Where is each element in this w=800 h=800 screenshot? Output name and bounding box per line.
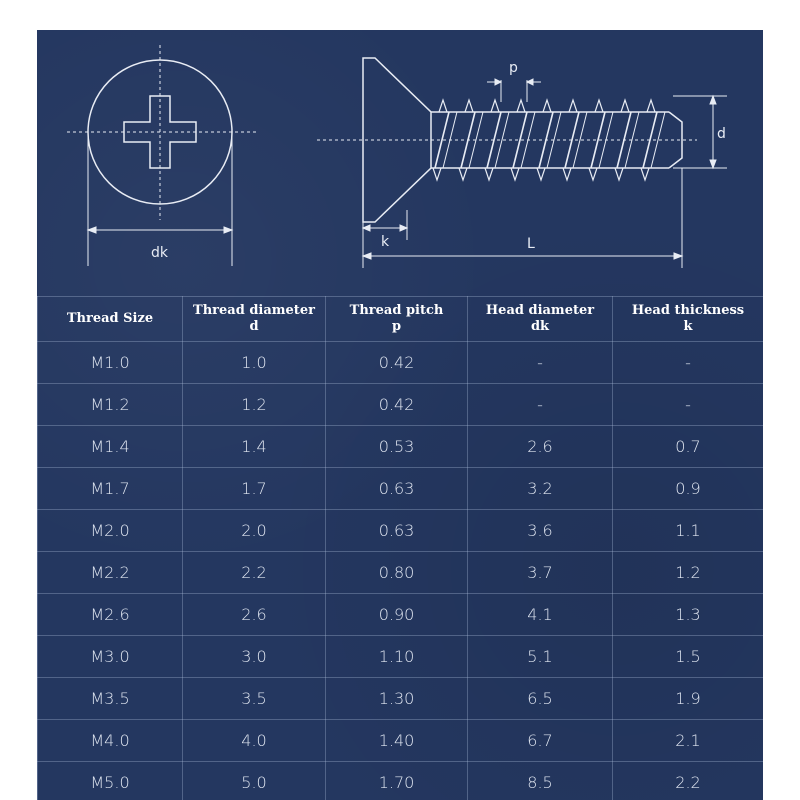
cell-head-thickness: 1.3 <box>613 594 764 636</box>
cell-thread-size: M2.2 <box>38 552 183 594</box>
cell-thread-diameter: 1.4 <box>183 426 326 468</box>
cell-thread-size: M1.0 <box>38 342 183 384</box>
header-head-thickness: Head thickness k <box>613 297 764 342</box>
cell-thread-pitch: 0.63 <box>326 510 468 552</box>
cell-head-diameter: 5.1 <box>468 636 613 678</box>
cell-thread-diameter: 2.2 <box>183 552 326 594</box>
screw-side-view <box>317 58 727 268</box>
cell-head-diameter: 3.6 <box>468 510 613 552</box>
cell-head-thickness: 2.1 <box>613 720 764 762</box>
cell-head-thickness: 1.5 <box>613 636 764 678</box>
table-row <box>38 636 764 678</box>
cell-thread-diameter: 2.0 <box>183 510 326 552</box>
table-row <box>38 384 764 426</box>
cell-head-thickness: 0.9 <box>613 468 764 510</box>
screw-dimension-diagram <box>37 30 763 296</box>
cell-thread-diameter: 5.0 <box>183 762 326 800</box>
table-row <box>38 678 764 720</box>
cell-thread-pitch: 0.80 <box>326 552 468 594</box>
cell-thread-size: M1.4 <box>38 426 183 468</box>
cell-head-diameter: 8.5 <box>468 762 613 800</box>
table-row <box>38 510 764 552</box>
cell-head-thickness: 1.1 <box>613 510 764 552</box>
cell-thread-size: M5.0 <box>38 762 183 800</box>
header-thread-pitch: Thread pitch p <box>326 297 468 342</box>
table-header-row <box>38 297 764 342</box>
cell-thread-size: M4.0 <box>38 720 183 762</box>
k-and-l-dimension-lines <box>363 168 682 268</box>
k-label: k <box>381 234 390 250</box>
cell-head-diameter: - <box>468 384 613 426</box>
spec-sheet <box>37 30 763 800</box>
table-row <box>38 468 764 510</box>
table-row <box>38 720 764 762</box>
cell-thread-pitch: 0.63 <box>326 468 468 510</box>
table-row <box>38 552 764 594</box>
head-centerlines <box>67 45 257 220</box>
cell-thread-diameter: 3.5 <box>183 678 326 720</box>
cell-thread-pitch: 1.40 <box>326 720 468 762</box>
cell-head-thickness: - <box>613 342 764 384</box>
cell-head-diameter: 2.6 <box>468 426 613 468</box>
cell-thread-diameter: 1.0 <box>183 342 326 384</box>
cell-head-thickness: 2.2 <box>613 762 764 800</box>
cell-thread-size: M3.0 <box>38 636 183 678</box>
cell-thread-pitch: 1.30 <box>326 678 468 720</box>
cell-thread-pitch: 1.70 <box>326 762 468 800</box>
p-label: p <box>509 60 518 76</box>
cell-thread-diameter: 1.7 <box>183 468 326 510</box>
cell-head-diameter: 3.2 <box>468 468 613 510</box>
thread-spec-table <box>37 296 763 800</box>
cell-thread-size: M2.6 <box>38 594 183 636</box>
cell-thread-pitch: 0.53 <box>326 426 468 468</box>
cell-thread-pitch: 1.10 <box>326 636 468 678</box>
d-label: d <box>717 126 726 142</box>
cell-thread-size: M1.2 <box>38 384 183 426</box>
cell-thread-pitch: 0.42 <box>326 384 468 426</box>
cell-thread-size: M1.7 <box>38 468 183 510</box>
cell-thread-diameter: 3.0 <box>183 636 326 678</box>
cell-thread-diameter: 4.0 <box>183 720 326 762</box>
head-top-view <box>67 45 257 266</box>
cell-head-diameter: 3.7 <box>468 552 613 594</box>
cell-head-thickness: - <box>613 384 764 426</box>
cell-thread-pitch: 0.42 <box>326 342 468 384</box>
header-thread-diameter: Thread diameter d <box>183 297 326 342</box>
table-row <box>38 594 764 636</box>
cell-head-diameter: 6.7 <box>468 720 613 762</box>
cell-head-diameter: 6.5 <box>468 678 613 720</box>
cell-thread-size: M2.0 <box>38 510 183 552</box>
cell-thread-size: M3.5 <box>38 678 183 720</box>
cell-head-diameter: - <box>468 342 613 384</box>
cell-head-thickness: 1.2 <box>613 552 764 594</box>
table-row <box>38 426 764 468</box>
cell-head-diameter: 4.1 <box>468 594 613 636</box>
cell-head-thickness: 1.9 <box>613 678 764 720</box>
table-row <box>38 762 764 800</box>
cell-head-thickness: 0.7 <box>613 426 764 468</box>
header-head-diameter: Head diameter dk <box>468 297 613 342</box>
dk-label: dk <box>151 245 168 261</box>
cell-thread-diameter: 2.6 <box>183 594 326 636</box>
table-row <box>38 342 764 384</box>
header-thread-size: Thread Size <box>38 297 183 342</box>
l-label: L <box>527 236 535 252</box>
cell-thread-diameter: 1.2 <box>183 384 326 426</box>
cell-thread-pitch: 0.90 <box>326 594 468 636</box>
